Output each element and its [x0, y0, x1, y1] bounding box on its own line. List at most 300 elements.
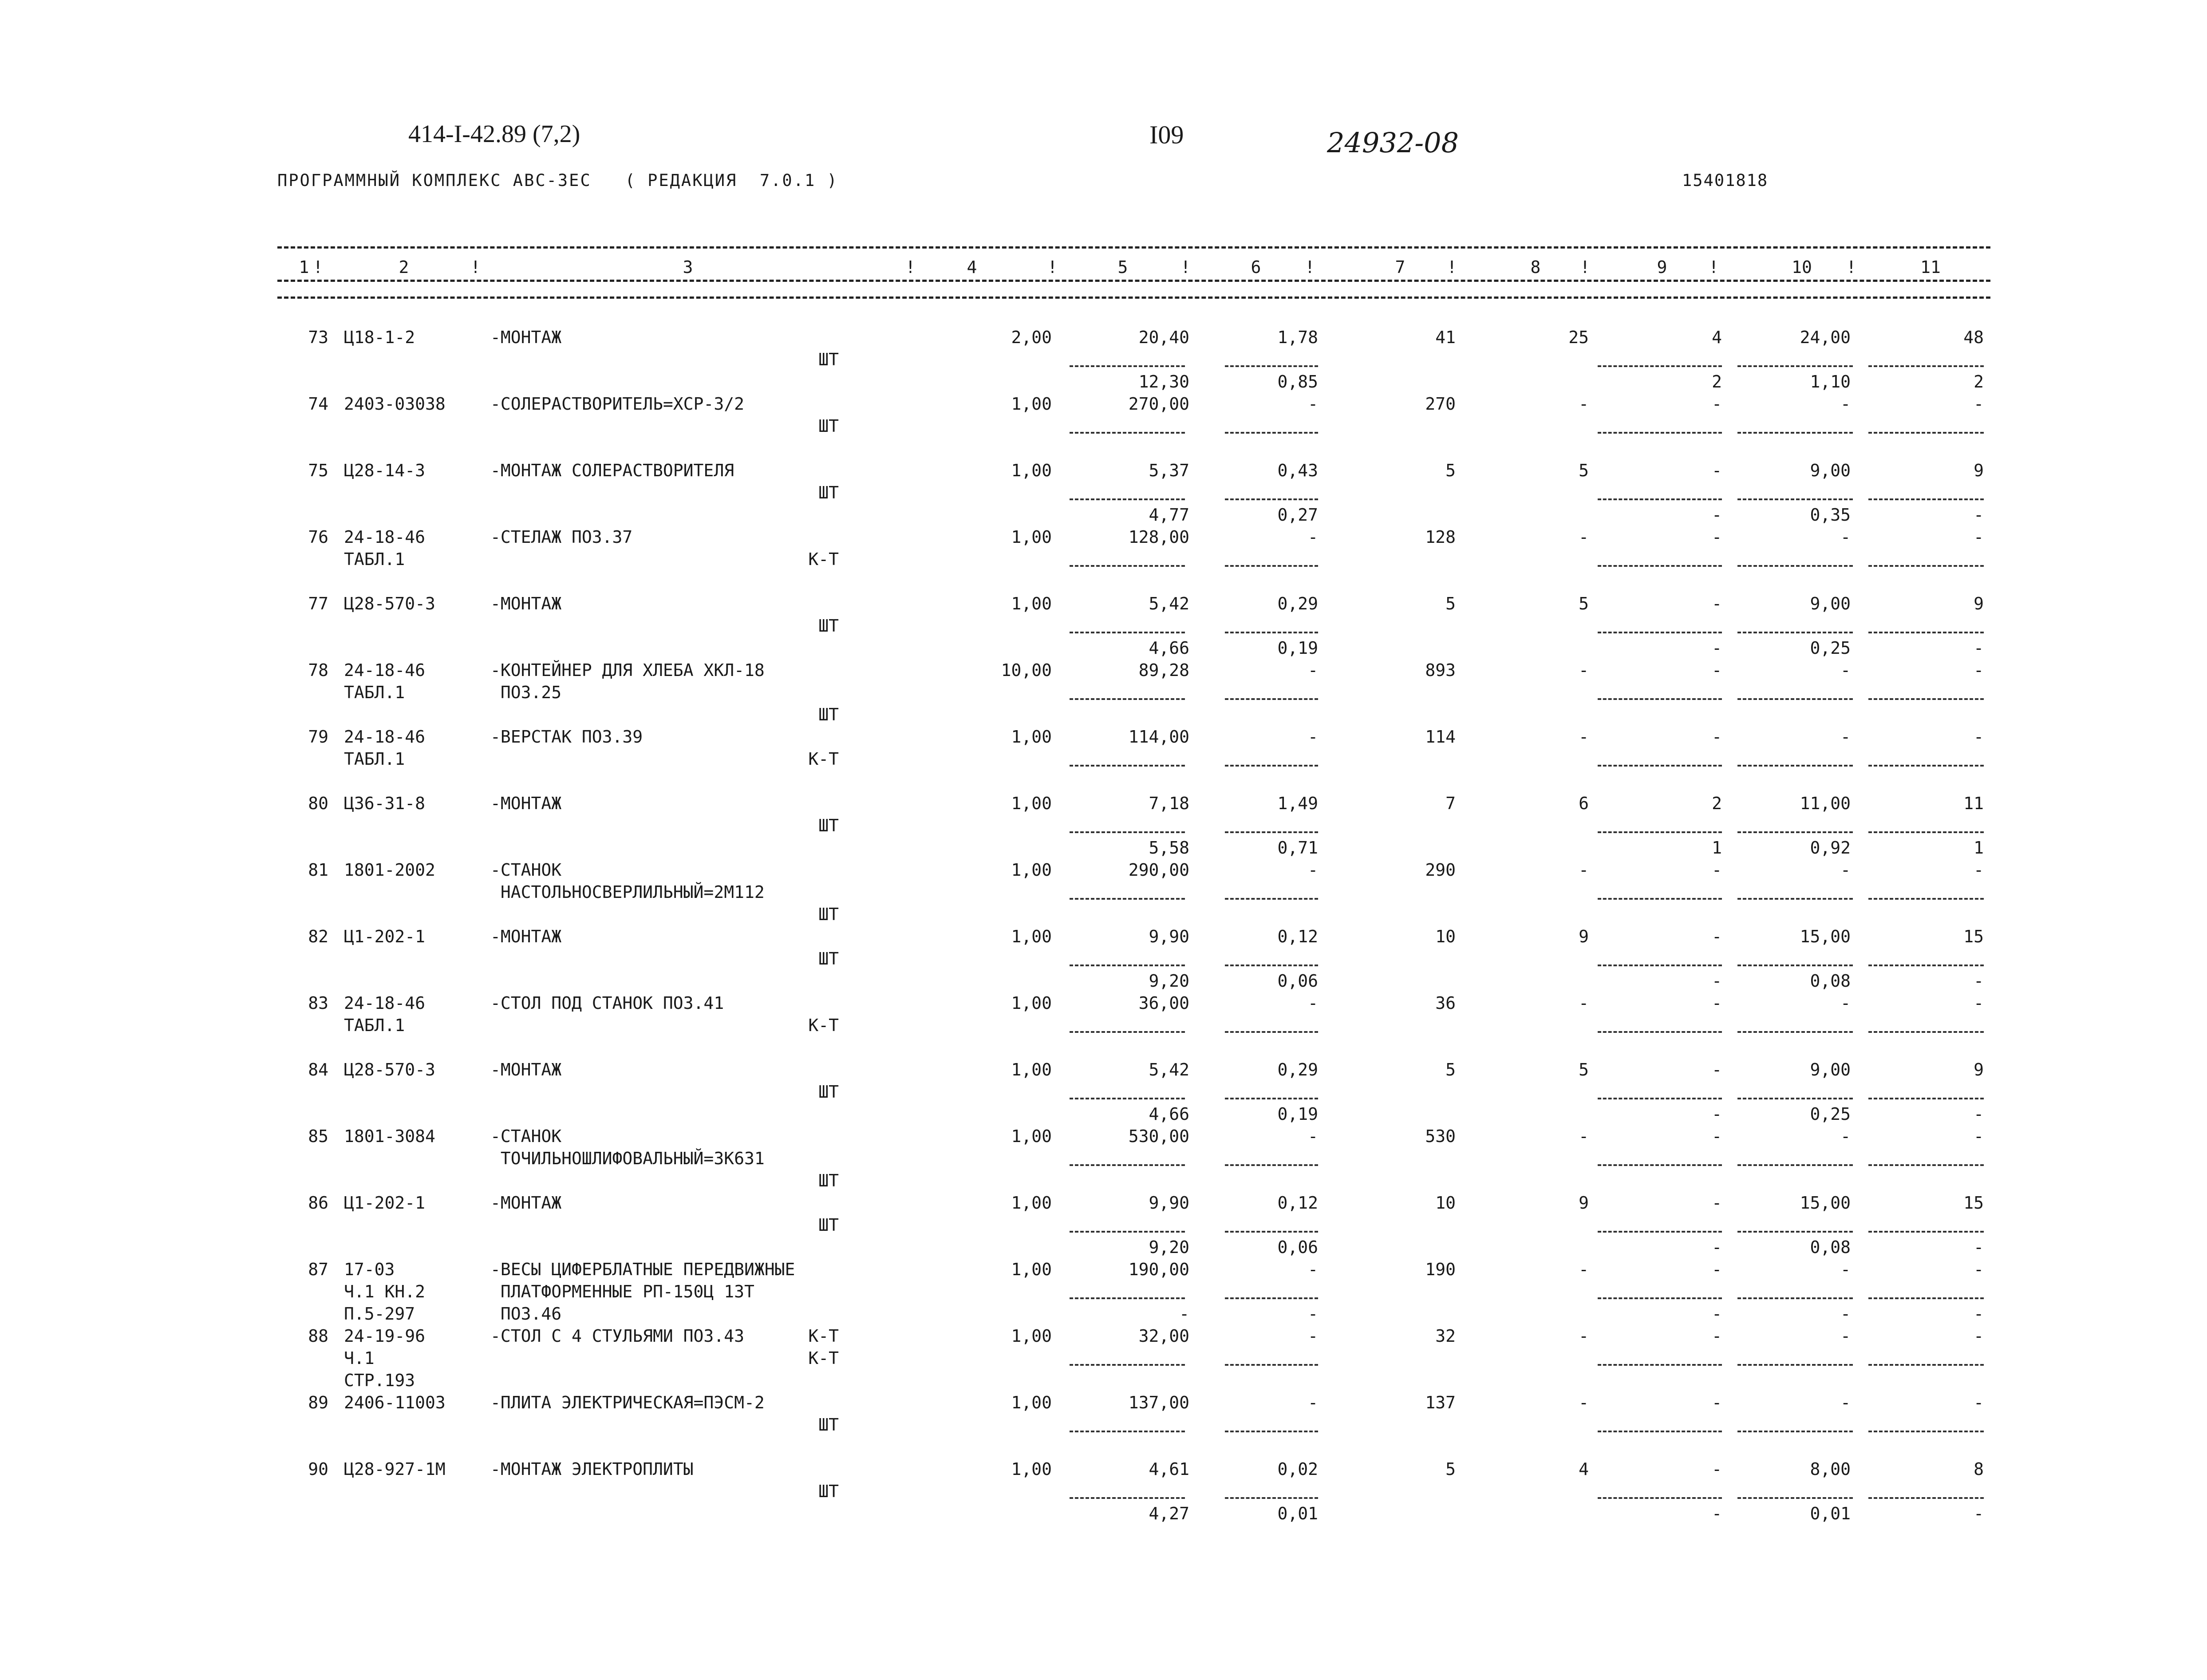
column-7-value: 270 [1425, 394, 1456, 414]
quantity: 2,00 [1011, 328, 1052, 347]
unit-of-measure: ШТ [818, 1415, 839, 1435]
quantity: 10,00 [1001, 660, 1052, 680]
column-11-sub: - [1974, 1304, 1984, 1324]
cell-divider [1598, 965, 1722, 966]
item-name: -МОНТАЖ [490, 328, 562, 347]
column-7-value: 290 [1425, 860, 1456, 880]
column-7-value: 41 [1435, 328, 1456, 347]
table-row [0, 326, 2207, 393]
column-10-sub: 0,08 [1810, 1237, 1851, 1257]
column-header-4: 4 [967, 257, 977, 277]
table-row [0, 659, 2207, 726]
column-7-value: 5 [1445, 1060, 1456, 1079]
unit-of-measure: ШТ [818, 616, 839, 636]
resource-code: 2406-11003 [344, 1393, 446, 1412]
cell-divider [1070, 1364, 1185, 1366]
column-8-value: 9 [1579, 927, 1589, 946]
column-11-value: - [1974, 727, 1984, 747]
quantity: 1,00 [1011, 1326, 1052, 1346]
column-11-value: - [1974, 860, 1984, 880]
column-header-5: 5 [1117, 257, 1128, 277]
cell-divider [1225, 1297, 1318, 1299]
unit-price: 530,00 [1128, 1127, 1189, 1146]
column-10-value: 15,00 [1800, 927, 1851, 946]
column-8-value: - [1579, 727, 1589, 747]
cell-divider [1598, 1231, 1722, 1233]
column-separator: ! [1846, 257, 1856, 277]
row-number: 74 [308, 394, 328, 414]
column-8-value: - [1579, 1393, 1589, 1412]
cell-divider [1737, 965, 1853, 966]
column-9-value: - [1712, 1393, 1722, 1412]
unit-price: 114,00 [1128, 727, 1189, 747]
table-row [0, 1125, 2207, 1192]
column-9-value: - [1712, 727, 1722, 747]
handwritten-stamp: 24932-08 [1327, 126, 1459, 159]
cell-divider [1868, 831, 1984, 833]
row-number: 90 [308, 1459, 328, 1479]
column-10-value: - [1840, 660, 1851, 680]
column-11-value: 15 [1963, 1193, 1984, 1213]
column-6-value: - [1308, 394, 1318, 414]
column-10-sub: 0,25 [1810, 638, 1851, 658]
cell-divider [1225, 1431, 1318, 1432]
unit-price-sub: 9,20 [1149, 971, 1189, 991]
column-7-value: 190 [1425, 1260, 1456, 1279]
column-separator: ! [1580, 257, 1590, 277]
column-7-value: 7 [1445, 794, 1456, 813]
column-8-value: 4 [1579, 1459, 1589, 1479]
cell-divider [1868, 565, 1984, 567]
column-7-value: 114 [1425, 727, 1456, 747]
cell-divider [1070, 565, 1185, 567]
column-9-sub: - [1712, 638, 1722, 658]
column-10-value: 24,00 [1800, 328, 1851, 347]
cell-divider [1225, 765, 1318, 767]
unit-price: 190,00 [1128, 1260, 1189, 1279]
column-8-value: 6 [1579, 794, 1589, 813]
item-name: -СТАНОК НАСТОЛЬНОСВЕРЛИЛЬНЫЙ=2М112 [490, 860, 765, 902]
unit-price-sub: 9,20 [1149, 1237, 1189, 1257]
program-title: ПРОГРАММНЫЙ КОМПЛЕКС АВС-3ЕС ( РЕДАКЦИЯ 7.0.1 ) [277, 171, 838, 190]
column-10-sub: 0,08 [1810, 971, 1851, 991]
document-code: 414-I-42.89 (7,2) [408, 120, 580, 148]
cell-divider [1737, 1297, 1853, 1299]
column-10-value: - [1840, 394, 1851, 414]
row-number: 80 [308, 794, 328, 813]
cell-divider [1868, 965, 1984, 966]
row-number: 73 [308, 328, 328, 347]
column-10-value: - [1840, 993, 1851, 1013]
cell-divider [1225, 498, 1318, 500]
column-9-value: - [1712, 860, 1722, 880]
quantity: 1,00 [1011, 1193, 1052, 1213]
row-number: 79 [308, 727, 328, 747]
cell-divider [1737, 1431, 1853, 1432]
row-number: 88 [308, 1326, 328, 1346]
column-6-value: 0,29 [1277, 594, 1318, 613]
cell-divider [1225, 831, 1318, 833]
resource-code: Ц1-202-1 [344, 1193, 426, 1213]
column-10-value: - [1840, 1127, 1851, 1146]
table-row [0, 859, 2207, 925]
column-9-value: 4 [1712, 328, 1722, 347]
column-separator: ! [470, 257, 481, 277]
cell-divider [1598, 831, 1722, 833]
column-9-sub: - [1712, 971, 1722, 991]
column-11-value: 8 [1974, 1459, 1984, 1479]
column-7-value: 128 [1425, 527, 1456, 547]
cell-divider [1225, 1098, 1318, 1099]
cell-divider [1737, 432, 1853, 434]
column-6-value: 0,02 [1277, 1459, 1318, 1479]
column-header-3: 3 [683, 257, 693, 277]
column-9-sub: - [1712, 1237, 1722, 1257]
column-8-value: 5 [1579, 1060, 1589, 1079]
column-8-value: - [1579, 527, 1589, 547]
resource-code: 17-03 Ч.1 КН.2 П.5-297 [344, 1260, 426, 1324]
row-number: 86 [308, 1193, 328, 1213]
column-11-sub: 1 [1974, 838, 1984, 858]
column-6-sub: 0,85 [1277, 372, 1318, 391]
unit-price: 32,00 [1138, 1326, 1189, 1346]
unit-price: 89,28 [1138, 660, 1189, 680]
column-7-value: 10 [1435, 1193, 1456, 1213]
column-11-value: - [1974, 394, 1984, 414]
column-9-value: - [1712, 1326, 1722, 1346]
column-10-value: 8,00 [1810, 1459, 1851, 1479]
column-separator: ! [1709, 257, 1719, 277]
column-9-value: - [1712, 993, 1722, 1013]
column-9-sub: 2 [1712, 372, 1722, 391]
quantity: 1,00 [1011, 1459, 1052, 1479]
cell-divider [1598, 1497, 1722, 1499]
column-7-value: 137 [1425, 1393, 1456, 1412]
cell-divider [1737, 831, 1853, 833]
unit-price: 137,00 [1128, 1393, 1189, 1412]
column-separator: ! [313, 257, 323, 277]
column-6-value: 0,43 [1277, 461, 1318, 480]
column-6-value: 0,12 [1277, 1193, 1318, 1213]
unit-price: 36,00 [1138, 993, 1189, 1013]
cell-divider [1225, 632, 1318, 633]
cell-divider [1598, 365, 1722, 367]
item-name: -МОНТАЖ [490, 1193, 562, 1213]
column-8-value: - [1579, 860, 1589, 880]
unit-price: 270,00 [1128, 394, 1189, 414]
cell-divider [1598, 632, 1722, 633]
cell-divider [1598, 432, 1722, 434]
column-9-value: - [1712, 394, 1722, 414]
row-number: 81 [308, 860, 328, 880]
column-6-sub: 0,19 [1277, 638, 1318, 658]
column-separator: ! [1180, 257, 1191, 277]
quantity: 1,00 [1011, 1393, 1052, 1412]
column-9-value: - [1712, 1260, 1722, 1279]
cell-divider [1070, 1231, 1185, 1233]
resource-code: Ц18-1-2 [344, 328, 415, 347]
unit-price: 128,00 [1128, 527, 1189, 547]
unit-of-measure: ШТ [818, 1482, 839, 1501]
cell-divider [1598, 1297, 1722, 1299]
cell-divider [1868, 365, 1984, 367]
column-9-sub: - [1712, 1304, 1722, 1324]
column-9-sub: - [1712, 1104, 1722, 1124]
cell-divider [1868, 632, 1984, 633]
unit-of-measure: ШТ [818, 816, 839, 835]
item-name: -МОНТАЖ ЭЛЕКТРОПЛИТЫ [490, 1459, 694, 1479]
column-8-value: - [1579, 394, 1589, 414]
row-number: 87 [308, 1260, 328, 1279]
column-11-sub: - [1974, 971, 1984, 991]
column-6-sub: 0,19 [1277, 1104, 1318, 1124]
column-header-8: 8 [1530, 257, 1541, 277]
quantity: 1,00 [1011, 394, 1052, 414]
quantity: 1,00 [1011, 1260, 1052, 1279]
column-9-value: - [1712, 594, 1722, 613]
resource-code: 2403-03038 [344, 394, 446, 414]
cell-divider [1598, 1031, 1722, 1033]
row-number: 76 [308, 527, 328, 547]
unit-price: 20,40 [1138, 328, 1189, 347]
table-row [0, 726, 2207, 792]
column-7-value: 893 [1425, 660, 1456, 680]
unit-of-measure: ШТ [818, 350, 839, 369]
column-6-sub: 0,27 [1277, 505, 1318, 525]
column-10-value: - [1840, 727, 1851, 747]
resource-code: 24-18-46 ТАБЛ.1 [344, 527, 426, 569]
cell-divider [1070, 1497, 1185, 1499]
unit-price: 5,42 [1149, 594, 1189, 613]
column-9-value: 2 [1712, 794, 1722, 813]
cell-divider [1868, 1164, 1984, 1166]
row-number: 89 [308, 1393, 328, 1412]
row-number: 77 [308, 594, 328, 613]
cell-divider [1868, 1297, 1984, 1299]
table-row [0, 526, 2207, 593]
item-name: -СТОЛ ПОД СТАНОК ПОЗ.41 [490, 993, 724, 1013]
resource-code: Ц28-927-1М [344, 1459, 446, 1479]
table-row [0, 1391, 2207, 1458]
cell-divider [1598, 1098, 1722, 1099]
table-row [0, 1192, 2207, 1258]
cell-divider [1737, 498, 1853, 500]
column-10-sub: 0,01 [1810, 1504, 1851, 1523]
cell-divider [1225, 1164, 1318, 1166]
column-6-value: - [1308, 527, 1318, 547]
column-10-value: - [1840, 527, 1851, 547]
cell-divider [1070, 831, 1185, 833]
column-7-value: 36 [1435, 993, 1456, 1013]
unit-of-measure: К-Т [808, 1348, 839, 1368]
row-number: 83 [308, 993, 328, 1013]
unit-of-measure: К-Т [808, 1016, 839, 1035]
column-11-value: - [1974, 1326, 1984, 1346]
column-11-value: - [1974, 1393, 1984, 1412]
quantity: 1,00 [1011, 727, 1052, 747]
cell-divider [1225, 898, 1318, 900]
column-9-value: - [1712, 1127, 1722, 1146]
column-10-value: 9,00 [1810, 1060, 1851, 1079]
cell-divider [1598, 765, 1722, 767]
column-6-value: - [1308, 727, 1318, 747]
column-10-value: 9,00 [1810, 594, 1851, 613]
unit-price-sub: 4,66 [1149, 1104, 1189, 1124]
column-11-value: - [1974, 1260, 1984, 1279]
column-header-6: 6 [1251, 257, 1261, 277]
cell-divider [1868, 1431, 1984, 1432]
resource-code: 24-19-96 Ч.1 СТР.193 [344, 1326, 426, 1390]
cell-divider [1225, 965, 1318, 966]
resource-code: 1801-2002 [344, 860, 435, 880]
column-11-sub: - [1974, 1504, 1984, 1523]
cell-divider [1868, 1497, 1984, 1499]
column-11-value: 11 [1963, 794, 1984, 813]
item-name: -МОНТАЖ СОЛЕРАСТВОРИТЕЛЯ [490, 461, 734, 480]
resource-code: 24-18-46 ТАБЛ.1 [344, 660, 426, 702]
column-11-value: - [1974, 660, 1984, 680]
column-7-value: 5 [1445, 1459, 1456, 1479]
item-name: -МОНТАЖ [490, 1060, 562, 1079]
cell-divider [1070, 498, 1185, 500]
column-8-value: - [1579, 993, 1589, 1013]
column-6-value: - [1308, 1393, 1318, 1412]
cell-divider [1225, 1031, 1318, 1033]
unit-of-measure: ШТ [818, 483, 839, 502]
item-name: -КОНТЕЙНЕР ДЛЯ ХЛЕБА ХКЛ-18 ПОЗ.25 [490, 660, 765, 702]
column-6-value: 1,78 [1277, 328, 1318, 347]
column-9-value: - [1712, 461, 1722, 480]
column-8-value: 9 [1579, 1193, 1589, 1213]
column-11-value: - [1974, 993, 1984, 1013]
cell-divider [1070, 432, 1185, 434]
cell-divider [1868, 698, 1984, 700]
column-header-9: 9 [1657, 257, 1667, 277]
unit-of-measure: ШТ [818, 1082, 839, 1102]
column-header-1: 1 [299, 257, 309, 277]
page-number: I09 [1149, 120, 1184, 149]
unit-price-sub: 5,58 [1149, 838, 1189, 858]
column-9-value: - [1712, 660, 1722, 680]
column-8-value: - [1579, 1127, 1589, 1146]
resource-code: 1801-3084 [344, 1127, 435, 1146]
column-6-value: - [1308, 860, 1318, 880]
column-header-7: 7 [1395, 257, 1406, 277]
cell-divider [1598, 698, 1722, 700]
cell-divider [1598, 1164, 1722, 1166]
cell-divider [1225, 565, 1318, 567]
cell-divider [1868, 1031, 1984, 1033]
unit-price: 9,90 [1149, 1193, 1189, 1213]
column-6-value: 1,49 [1277, 794, 1318, 813]
column-10-value: - [1840, 1326, 1851, 1346]
unit-price-sub: 4,77 [1149, 505, 1189, 525]
header-rule [277, 280, 1990, 282]
row-number: 78 [308, 660, 328, 680]
column-6-sub: 0,71 [1277, 838, 1318, 858]
header-bottom-rule [277, 296, 1990, 299]
column-separator: ! [1047, 257, 1058, 277]
column-11-value: 9 [1974, 461, 1984, 480]
column-header-11: 11 [1920, 257, 1941, 277]
cell-divider [1598, 898, 1722, 900]
column-11-value: 15 [1963, 927, 1984, 946]
column-10-sub: 0,25 [1810, 1104, 1851, 1124]
unit-price: 290,00 [1128, 860, 1189, 880]
column-7-value: 32 [1435, 1326, 1456, 1346]
unit-of-measure: К-Т [808, 549, 839, 569]
unit-price-sub: 12,30 [1138, 372, 1189, 391]
cell-divider [1737, 898, 1853, 900]
item-name: -СТЕЛАЖ ПОЗ.37 [490, 527, 633, 547]
cell-divider [1737, 1098, 1853, 1099]
column-11-value: - [1974, 1127, 1984, 1146]
resource-code: Ц36-31-8 [344, 794, 426, 813]
cell-divider [1737, 565, 1853, 567]
column-11-sub: 2 [1974, 372, 1984, 391]
cell-divider [1737, 698, 1853, 700]
cell-divider [1598, 498, 1722, 500]
cell-divider [1070, 1031, 1185, 1033]
cell-divider [1868, 898, 1984, 900]
column-10-value: 9,00 [1810, 461, 1851, 480]
unit-price-sub: 4,66 [1149, 638, 1189, 658]
column-10-value: 11,00 [1800, 794, 1851, 813]
column-10-sub: 0,35 [1810, 505, 1851, 525]
column-7-value: 5 [1445, 594, 1456, 613]
unit-price-sub: 4,27 [1149, 1504, 1189, 1523]
cell-divider [1868, 1231, 1984, 1233]
column-10-value: - [1840, 1260, 1851, 1279]
table-row [0, 1325, 2207, 1391]
unit-price: 9,90 [1149, 927, 1189, 946]
column-separator: ! [1305, 257, 1315, 277]
cell-divider [1737, 1164, 1853, 1166]
cell-divider [1737, 632, 1853, 633]
row-number: 82 [308, 927, 328, 946]
column-6-value: - [1308, 660, 1318, 680]
resource-code: Ц28-570-3 [344, 594, 435, 613]
quantity: 1,00 [1011, 1060, 1052, 1079]
cell-divider [1070, 965, 1185, 966]
resource-code: Ц28-570-3 [344, 1060, 435, 1079]
print-code: 15401818 [1682, 171, 1769, 190]
column-9-value: - [1712, 927, 1722, 946]
resource-code: Ц28-14-3 [344, 461, 426, 480]
quantity: 1,00 [1011, 993, 1052, 1013]
resource-code: Ц1-202-1 [344, 927, 426, 946]
column-7-value: 10 [1435, 927, 1456, 946]
cell-divider [1225, 1231, 1318, 1233]
cell-divider [1070, 1431, 1185, 1432]
unit-price: 5,42 [1149, 1060, 1189, 1079]
cell-divider [1070, 1164, 1185, 1166]
column-7-value: 5 [1445, 461, 1456, 480]
column-8-value: - [1579, 660, 1589, 680]
column-6-sub: 0,06 [1277, 971, 1318, 991]
cell-divider [1225, 1364, 1318, 1366]
unit-price: 7,18 [1149, 794, 1189, 813]
quantity: 1,00 [1011, 1127, 1052, 1146]
table-row [0, 992, 2207, 1059]
cell-divider [1070, 765, 1185, 767]
table-row [0, 1059, 2207, 1125]
unit-of-measure: ШТ [818, 1215, 839, 1235]
cell-divider [1225, 698, 1318, 700]
column-11-value: 9 [1974, 594, 1984, 613]
quantity: 1,00 [1011, 794, 1052, 813]
item-name: -СОЛЕРАСТВОРИТЕЛЬ=ХСР-3/2 [490, 394, 744, 414]
